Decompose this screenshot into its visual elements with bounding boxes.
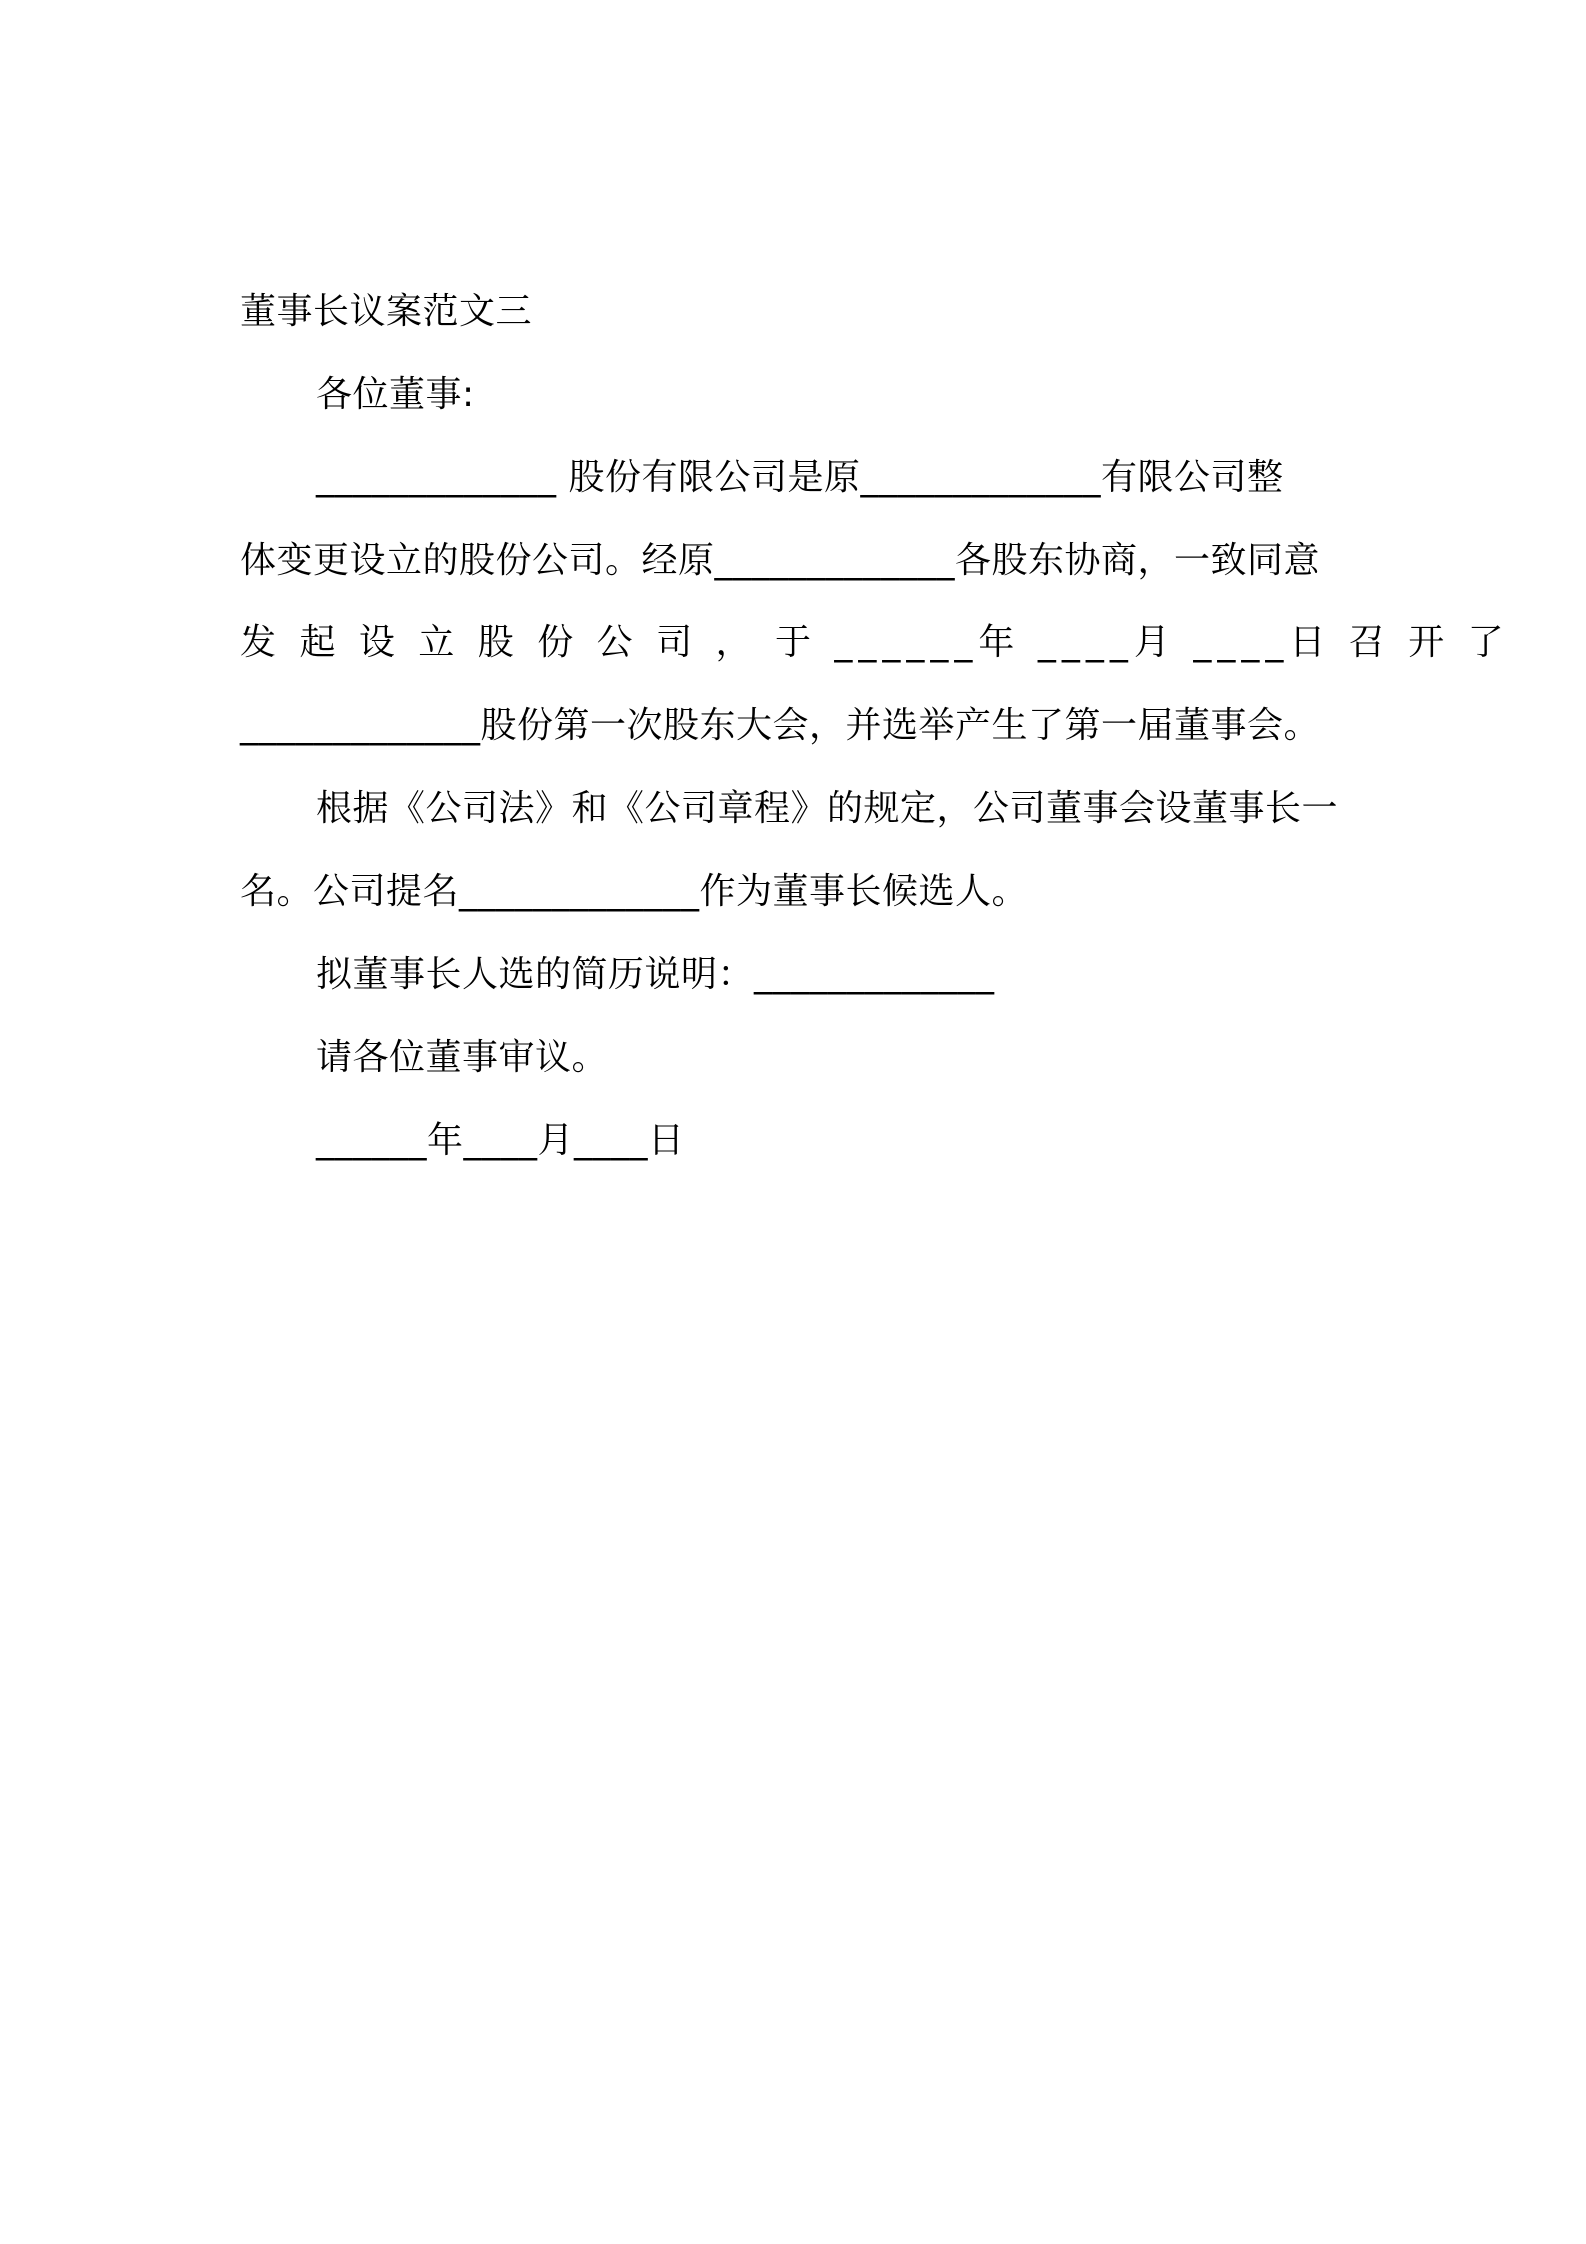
resume-line: 拟董事长人选的简历说明：_____________ [316,954,995,995]
salutation: 各位董事: [316,374,475,415]
paragraph-1-line-3: 发 起 设 立 股 份 公 司 ， 于 ______年 ____月 ____日 召 开 了 [240,622,1510,663]
paragraph-1-line-1: _____________ 股份有限公司是原_____________有限公司整 [316,457,1284,498]
document-title: 董事长议案范文三 [240,291,533,332]
paragraph-1-line-2: 体变更设立的股份公司。经原_____________各股东协商，一致同意 [240,540,1321,581]
date-line: ______年____月____日 [316,1120,685,1161]
review-request: 请各位董事审议。 [316,1037,609,1078]
paragraph-2-line-2: 名。公司提名_____________作为董事长候选人。 [240,871,1029,912]
paragraph-2-line-1: 根据《公司法》和《公司章程》的规定，公司董事会设董事长一 [316,788,1339,829]
paragraph-1-line-4: _____________股份第一次股东大会，并选举产生了第一届董事会。 [240,705,1321,746]
